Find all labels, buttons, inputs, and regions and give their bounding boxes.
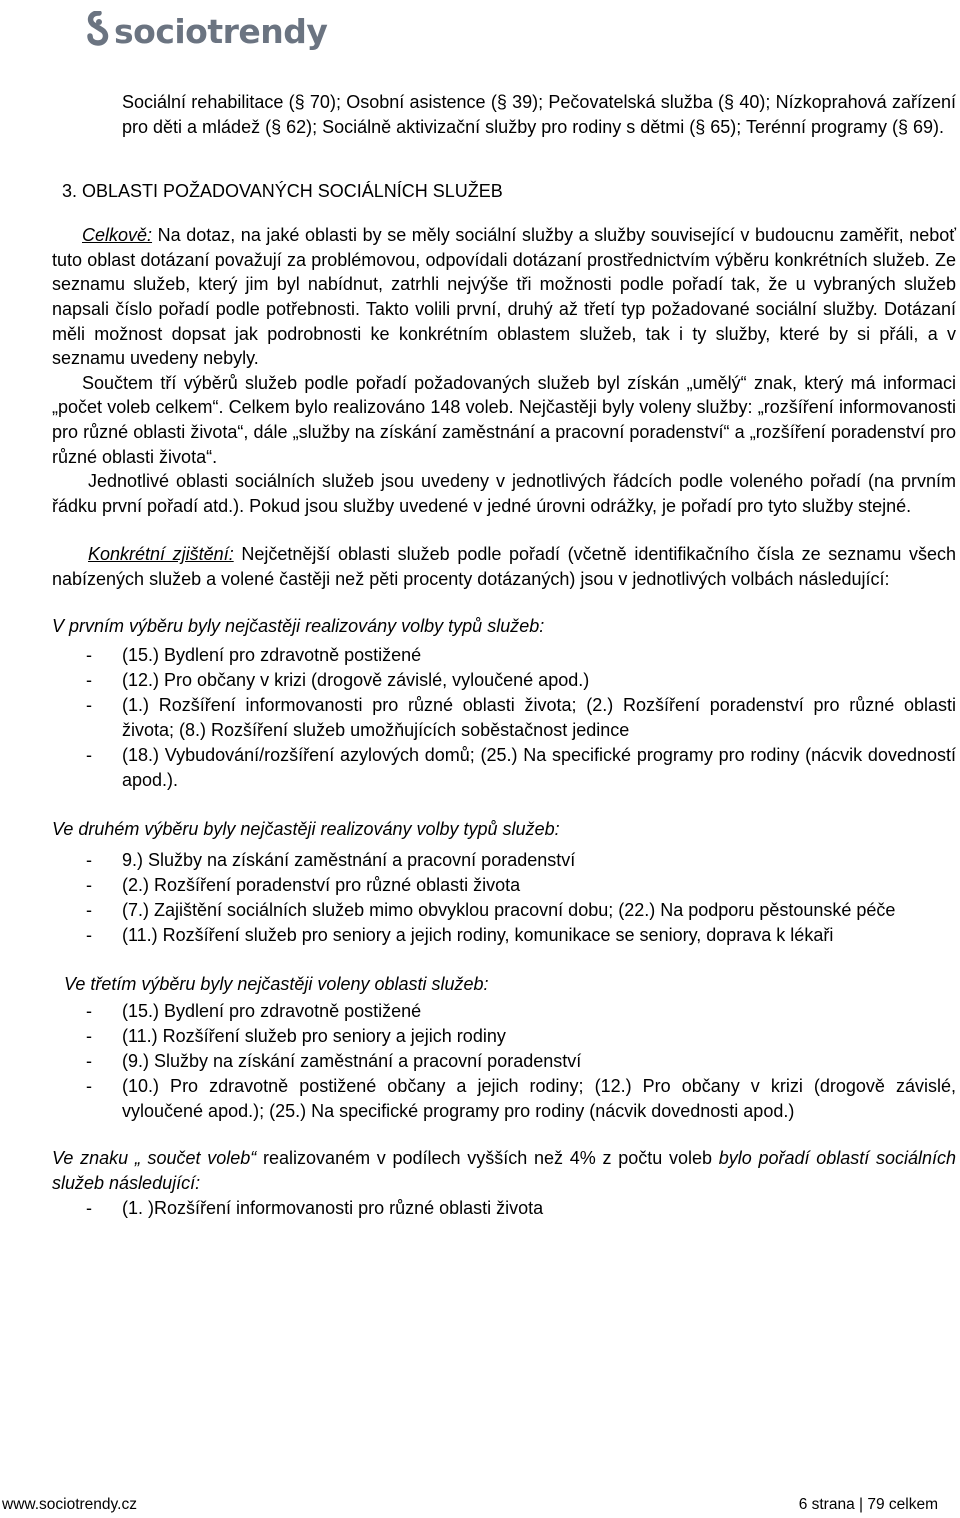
overview-paragraph — [52, 223, 956, 371]
logo-wordmark: sociotrendy — [114, 11, 328, 51]
sociotrendy-logo — [86, 6, 327, 56]
list-item: - (2.) Rozšíření poradenství pro různé oblasti života — [86, 874, 521, 895]
sociotrendy-logo-icon — [86, 11, 112, 51]
list-item: - (11.) Rozšíření služeb pro seniory a jejich rodiny, komunikace se seniory, doprava k lékaři — [86, 924, 834, 945]
list-item: - (18.) Vybudování/rozšíření azylových domů; (25.) Na specifické programy pro rodiny (nácvik dovedností apod.). — [86, 744, 956, 790]
konkretni-label: Konkrétní zjištění: — [88, 544, 234, 565]
intro-paragraph: Sociální rehabilitace (§ 70); Osobní asistence (§ 39); Pečovatelská služba (§ 40); Nízkoprahová zařízení pro děti a mládež (§ 62); Sociálně aktivizační služby pro rodiny s dětmi (§ 65); Terénní programy (§ 69). — [122, 92, 956, 137]
sum-votes-list — [52, 1196, 956, 1221]
third-choice-list — [52, 999, 956, 1124]
findings-text: Nejčetnější oblasti služeb podle pořadí (včetně identifikačního čísla ze seznamu všech nabízených služeb a volené častěji než pěti procenty dotázaných) jsou v jednotlivých volbách následující: — [52, 544, 956, 589]
list-item: - (1.) Rozšíření informovanosti pro různé oblasti života; (2.) Rozšíření poradenství pro různé oblasti života; (8.) Rozšíření služeb umožňujících soběstačnost jedince — [86, 694, 956, 740]
footer-website: www.sociotrendy.cz — [2, 1496, 137, 1513]
first-choice-list — [52, 643, 956, 793]
section-heading: 3. OBLASTI POŽADOVANÝCH SOCIÁLNÍCH SLUŽEB — [62, 181, 503, 202]
page-content — [52, 90, 956, 1221]
levels-paragraph: Jednotlivé oblasti sociálních služeb jsou uvedeny v jednotlivých řádcích podle voleného pořadí (na prvním řádku první pořadí atd.). Pokud jsou služby uvedené v jedné úrovni odrážky, je pořadí pro tyto služby stejné. — [52, 471, 956, 516]
second-choice-list — [52, 848, 956, 948]
sum-votes-title-part2: realizovaném v podílech vyšších než 4% z počtu voleb — [256, 1147, 719, 1168]
footer-page-info: 6 strana | 79 celkem — [798, 1496, 938, 1513]
list-item: - (15.) Bydlení pro zdravotně postižené — [86, 644, 422, 665]
sum-votes-title — [52, 1146, 956, 1196]
sum-votes-title-part3: bylo pořadí oblastí sociálních služeb následující: — [52, 1147, 957, 1193]
list-item: - (7.) Zajištění sociálních služeb mimo obvyklou pracovní dobu; (22.) Na podporu pěstounské péče — [86, 899, 896, 920]
celkove-label: Celkově: — [82, 225, 153, 246]
second-choice-title: Ve druhém výběru byly nejčastěji realizovány volby typů služeb: — [52, 818, 560, 839]
first-choice-title: V prvním výběru byly nejčastěji realizovány volby typů služeb: — [52, 615, 545, 636]
list-item: - (11.) Rozšíření služeb pro seniory a jejich rodiny — [86, 1025, 506, 1046]
list-item: - (9.) Služby na získání zaměstnání a pracovní poradenství — [86, 1050, 582, 1071]
third-choice-title: Ve třetím výběru byly nejčastěji voleny oblasti služeb: — [64, 973, 489, 994]
sum-votes-title-part1: Ve znaku „ součet voleb“ — [52, 1147, 257, 1168]
list-item: - (10.) Pro zdravotně postižené občany a jejich rodiny; (12.) Pro občany v krizi (drogově závislé, vyloučené apod.); (25.) Na specifické programy pro rodiny (nácvik dovednosti apod.) — [86, 1075, 956, 1121]
list-item: - (1. )Rozšíření informovanosti pro různé oblasti života — [86, 1197, 544, 1218]
list-item: - 9.) Služby na získání zaměstnání a pracovní poradenství — [86, 849, 576, 870]
findings-paragraph — [52, 542, 956, 591]
list-item: - (12.) Pro občany v krizi (drogově závislé, vyloučené apod.) — [86, 669, 590, 690]
sum-paragraph: Součtem tří výběrů služeb podle pořadí požadovaných služeb byl získán „umělý“ znak, který má informaci „počet voleb celkem“. Celkem bylo realizováno 148 voleb. Nejčastěji byly voleny služby: „rozšíření informovanosti pro různé oblasti života“, dále „služby na získání zaměstnání a pracovní poradenství“ a „rozšíření poradenství pro různé oblasti života“. — [52, 372, 956, 467]
list-item: - (15.) Bydlení pro zdravotně postižené — [86, 1000, 422, 1021]
overview-text: Na dotaz, na jaké oblasti by se měly sociální služby a služby související v budoucnu zaměřit, neboť tuto oblast dotázaní považují za problémovou, odpovídali dotázaní prostřednictvím výběru konkrétních služeb. Ze seznamu služeb, který jim byl nabídnut, zatrhli nejvýše tři možnosti podle pořadí tak, že u vybraných služeb napsali číslo pořadí podle potřebnosti. Takto volili první, druhý až třetí typ požadované sociální služby. Dotázaní měli možnost dopsat jak podrobnosti ke konkrétním oblastem služeb, tak i ty služby, které by si přáli, a v seznamu uvedeny nebyly. — [52, 225, 956, 369]
